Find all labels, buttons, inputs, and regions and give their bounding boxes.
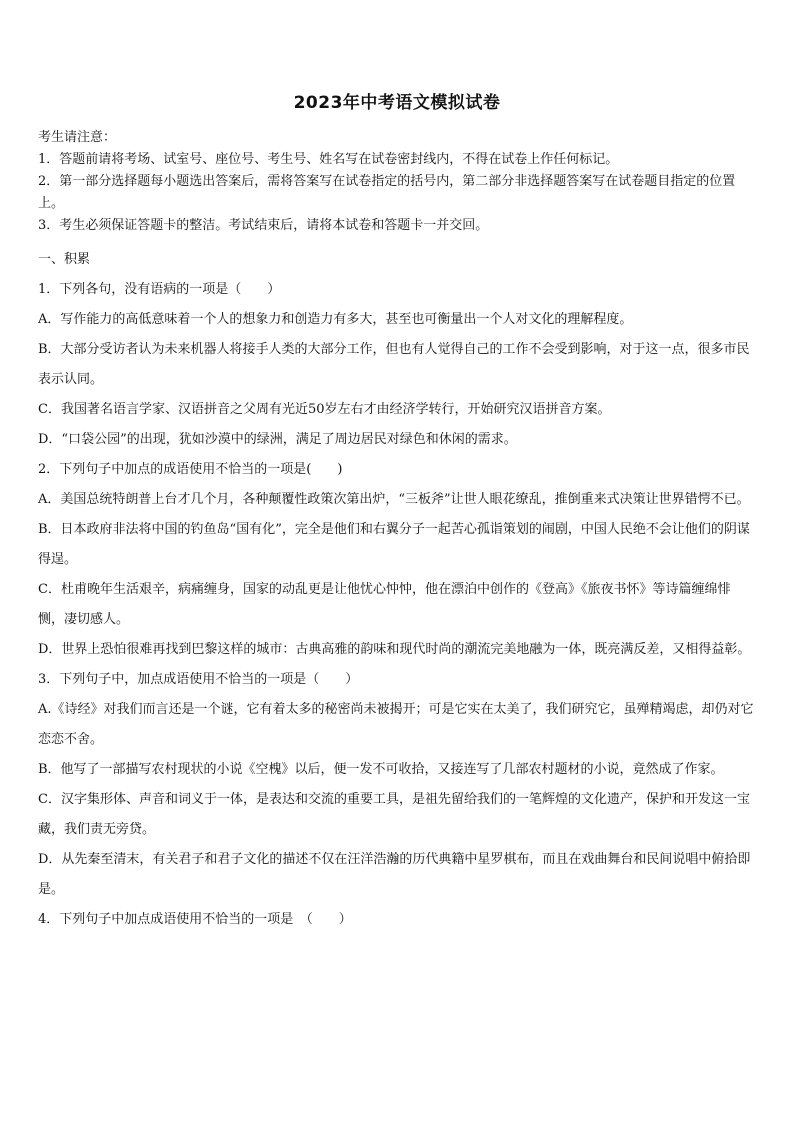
- option-c: C．杜甫晚年生活艰辛，病痛缠身，国家的动乱更是让他忧心忡忡，他在漂泊中创作的《登高》《旅夜书怀》等诗篇缠绵悱恻，凄切感人。: [38, 582, 731, 627]
- option-c: C．我国著名语言学家、汉语拼音之父周有光近50岁左右才由经济学转行，开始研究汉语拼音方案。: [38, 402, 611, 417]
- question-stem: 3．下列句子中，加点成语使用不恰当的一项是（ ）: [38, 672, 359, 687]
- question-2: [38, 455, 756, 665]
- option-d: D．从先秦至清末，有关君子和君子文化的描述不仅在汪洋浩瀚的历代典籍中星罗棋布，而且在戏曲舞台和民间说唱中俯拾即是。: [38, 852, 751, 897]
- notice-item: 2．第一部分选择题每小题选出答案后，需将答案写在试卷指定的括号内，第二部分非选择题答案写在试卷题目指定的位置上。: [38, 174, 736, 211]
- option-c: C．汉字集形体、声音和词义于一体，是表达和交流的重要工具，是祖先留给我们的一笔辉煌的文化遗产，保护和开发这一宝藏，我们责无旁贷。: [38, 792, 750, 837]
- option-d: D．世界上恐怕很难再找到巴黎这样的城市：古典高雅的韵味和现代时尚的潮流完美地融为一体，既亮满反差，又相得益彰。: [38, 642, 751, 657]
- section-heading: 一、积累: [38, 252, 91, 267]
- option-a: A．美国总统特朗普上台才几个月，各种颠覆性政策次第出炉，“三板斧”让世人眼花缭乱，推倒重来式决策让世界错愕不已。: [38, 492, 750, 507]
- option-b: B．日本政府非法将中国的钓鱼岛“国有化”，完全是他们和右翼分子一起苦心孤诣策划的闹剧，中国人民绝不会让他们的阴谋得逞。: [38, 522, 750, 567]
- notice-item: 1．答题前请将考场、试室号、座位号、考生号、姓名写在试卷密封线内，不得在试卷上作任何标记。: [38, 152, 619, 167]
- candidate-notice: [38, 127, 756, 237]
- question-3: [38, 665, 756, 905]
- question-stem: 2．下列句子中加点的成语使用不恰当的一项是( ): [38, 462, 343, 477]
- option-a: A.《诗经》对我们而言还是一个谜，它有着太多的秘密尚未被揭开；可是它实在太美了，我们研究它，虽殚精竭虑，却仍对它恋恋不舍。: [38, 702, 754, 747]
- option-a: A．写作能力的高低意味着一个人的想象力和创造力有多大，甚至也可衡量出一个人对文化的理解程度。: [38, 312, 633, 327]
- notice-item: 3．考生必须保证答题卡的整洁。考试结束后，请将本试卷和答题卡一并交回。: [38, 218, 489, 233]
- option-b: B．他写了一部描写农村现状的小说《空槐》以后，便一发不可收拾，又接连写了几部农村题材的小说，竟然成了作家。: [38, 762, 724, 777]
- question-1: [38, 275, 756, 455]
- option-d: D．“口袋公园”的出现，犹如沙漠中的绿洲，满足了周边居民对绿色和休闲的需求。: [38, 432, 517, 447]
- page-title: 2023年中考语文模拟试卷: [293, 93, 501, 113]
- notice-heading: 考生请注意：: [38, 130, 117, 145]
- question-stem: 4．下列句子中加点成语使用不恰当的一项是 （ ）: [38, 912, 352, 927]
- question-4: [38, 905, 756, 935]
- question-stem: 1．下列各句，没有语病的一项是（ ）: [38, 282, 281, 297]
- option-b: B．大部分受访者认为未来机器人将接手人类的大部分工作，但也有人觉得自己的工作不会受到影响，对于这一点，很多市民表示认同。: [38, 342, 750, 387]
